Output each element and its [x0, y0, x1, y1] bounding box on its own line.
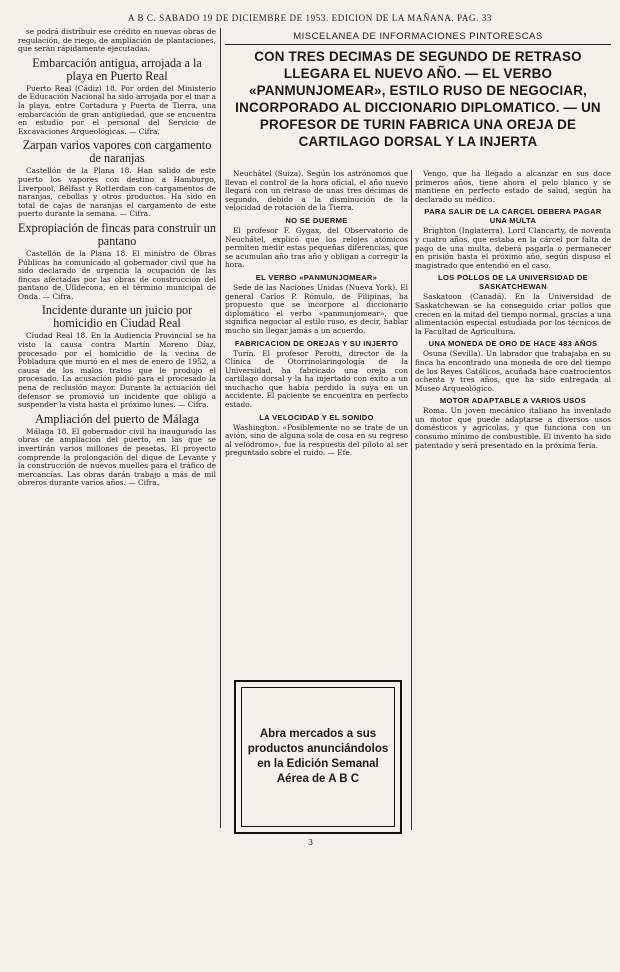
- subhead-no-se-duerme: NO SE DUERME: [285, 215, 348, 225]
- article-pollos: Saskatoon (Canadá). En la Universidad de Saskatchewan se ha conseguido criar pollos que crecen en la mitad del tiempo normal, gracias a una alimentación especial estudiada por los técnicos de la Facultad de Agricultura.: [415, 292, 611, 336]
- running-head: A B C. SABADO 19 DE DICIEMBRE DE 1953. EDICION DE LA MAÑANA. PAG. 33: [128, 13, 492, 23]
- banner-headline: CON TRES DECIMAS DE SEGUNDO DE RETRASO LLEGARA EL NUEVO AÑO. — EL VERBO «PANMUNJOMEAR», ESTILO RUSO DE NEGOCIAR, INCORPORADO AL DICCIONARIO DIPLOMATICO. — UN PROFESOR DE TURIN FABRICA UNA OREJA DE CARTILAGO DORSAL Y LA INJERTA: [235, 49, 601, 149]
- column-rule: [411, 170, 412, 830]
- advertisement-inner-frame: [241, 687, 395, 827]
- headline-incidente: Incidente durante un juicio por homicidio en Ciudad Real: [41, 303, 193, 331]
- subhead-velocidad: LA VELOCIDAD Y EL SONIDO: [259, 412, 374, 422]
- section-title: MISCELANEA DE INFORMACIONES PINTORESCAS: [225, 31, 611, 45]
- column-rule: [220, 28, 221, 828]
- article-naranjas: Castellón de la Plana 18. Han salido de este puerto los vapores con destino a Hamburgo, Liverpool, Bélfast y Rotterdam con cargamentos de naranjas, cebollas y otros productos. Ha sido en total de cajas de naranjas el cargamento de este puerto durante la semana. — Cifra.: [18, 166, 216, 219]
- subhead-verbo: EL VERBO «PANMUNJOMEAR»: [255, 272, 378, 282]
- article-verbo: Sede de las Naciones Unidas (Nueva York). El general Carlos P. Rómulo, de Filipinas, ha propuesto que se incorpore al diccionario diplomático el verbo «panmunjomear», que significa negociar al estilo ruso, es decir, hablar mucho sin llegar jamás a un acuerdo.: [225, 282, 408, 335]
- subhead-motor: MOTOR ADAPTABLE A VARIOS USOS: [439, 396, 587, 406]
- page-number: 3: [308, 838, 314, 847]
- subhead-carcel: PARA SALIR DE LA CARCEL DEBERA PAGAR UNA MULTA: [424, 207, 602, 226]
- subhead-orejas: FABRICACION DE OREJAS Y SU INJERTO: [234, 338, 399, 348]
- article-velocidad: Washington. «Posiblemente no se trate de un avión, sino de alguna sola de cosa en su regreso al velódromo», fue la respuesta del piloto al ser preguntado sobre el ruido. — Efe.: [225, 422, 408, 458]
- article-moneda: Osuna (Sevilla). Un labrador que trabajaba en su finca ha encontrado una moneda de oro del tiempo de los Reyes Católicos, acuñada hace cuatrocientos ochenta y tres años, que ha sido entregada al Museo Arqueológico.: [415, 349, 611, 393]
- article-motor: Roma. Un joven mecánico italiano ha inventado un motor que puede adaptarse a diversos usos domésticos y agrícolas, y que funciona con un consumo mínimo de combustible. El invento ha sido patentado y será presentado en la próxima feria.: [415, 406, 611, 450]
- article-incidente: Ciudad Real 18. En la Audiencia Provincial se ha visto la causa contra Martín Moreno Díaz, procesado por el homicidio de la vecina de Pobladura que murió en el mes de enero de 1952, a causa de los malos tratos que le produjo el procesado. La acusación pidió para el procesado la pena de reclusión mayor. Durante la actuación del defensor se promovió un incidente que obligó a suspender la vista hasta el próximo lunes. — Cifra.: [18, 331, 216, 410]
- headline-malaga: Ampliación del puerto de Málaga: [35, 411, 199, 426]
- left-intro: se podrá distribuir ese crédito en nuevas obras de regulación, de riego, de ampliación de plantaciones, que serán rápidamente ejecutadas.: [18, 28, 216, 54]
- right-intro: Vengo, que ha llegado a alcanzar en sus doce primeros años, tiene ahora el pelo blanco y se mantiene en perfecto estado de salud, según ha declarado su médico.: [415, 170, 611, 204]
- center-lead: Neuchâtel (Suiza). Según los astrónomos que llevan el control de la hora oficial, el año nuevo llegará con un retraso de unas tres décimas de segundo, debido a la disminución de la velocidad de rotación de la Tierra.: [225, 170, 408, 213]
- article-expropiacion: Castellón de la Plana 18. El ministro de Obras Públicas ha comunicado al gobernador civil que ha sido declarado de urgencia la ocupación de las fincas afectadas por las obras de construcción del pantano de Ulldecona, en el término municipal de Onda. — Cifra.: [18, 248, 216, 301]
- article-malaga: Málaga 18. El gobernador civil ha inaugurado las obras de ampliación del puerto, en las que se invertirán varios millones de pesetas. El proyecto comprende la prolongación del dique de Levante y la construcción de nuevos muelles para el tráfico de mercancías. Las obras darán trabajo a más de mil obreros durante varios años. — Cifra.: [18, 426, 216, 488]
- article-carcel: Brighton (Inglaterra). Lord Clancarty, de noventa y cuatro años, que estaba en la cárcel por falta de pago de una multa, deberá pagarla o permanecer en prisión hasta el próximo año, según dispuso el magistrado que entendió en el caso.: [415, 226, 611, 270]
- left-column: [18, 28, 216, 830]
- article-orejas: Turín. El profesor Perotti, director de la Clínica de Otorrinolaringología de la Universidad, ha fabricado una oreja con cartílago dorsal y la ha injertado con éxito a un muchacho que había perdido la suya en un accidente. El paciente se encuentra en perfecto estado.: [225, 348, 408, 410]
- headline-expropiacion: Expropiación de fincas para construir un pantano: [18, 220, 216, 248]
- headline-embarcacion: Embarcación antigua, arrojada a la playa en Puerto Real: [32, 55, 202, 83]
- subhead-pollos: LOS POLLOS DE LA UNIVERSIDAD DE SASKATCHEWAN: [438, 273, 588, 292]
- advertisement-text: Abra mercados a sus productos anunciándolos en la Edición Semanal Aérea de A B C: [247, 728, 389, 785]
- headline-naranjas: Zarpan varios vapores con cargamento de naranjas: [22, 138, 212, 166]
- article-embarcacion: Puerto Real (Cádiz) 18. Por orden del Ministerio de Educación Nacional ha sido arrojada por el mar a la playa, entre Cortadura y Puerta de Tierra, una embarcación de gran antigüedad, que se encuentra en estudio por el personal del Servicio de Excavaciones Arqueológicas. — Cifra.: [18, 83, 216, 136]
- right-column: [415, 170, 611, 972]
- article-no-se-duerme: El profesor F. Gygax, del Observatorio de Neuchâtel, explicó que los relojes atómicos permiten medir estas pequeñas diferencias, que se acumulan año tras año y obligan a corregir la hora.: [225, 225, 408, 270]
- advertisement-box: [234, 680, 402, 834]
- subhead-moneda: UNA MONEDA DE ORO DE HACE 483 AÑOS: [428, 339, 598, 349]
